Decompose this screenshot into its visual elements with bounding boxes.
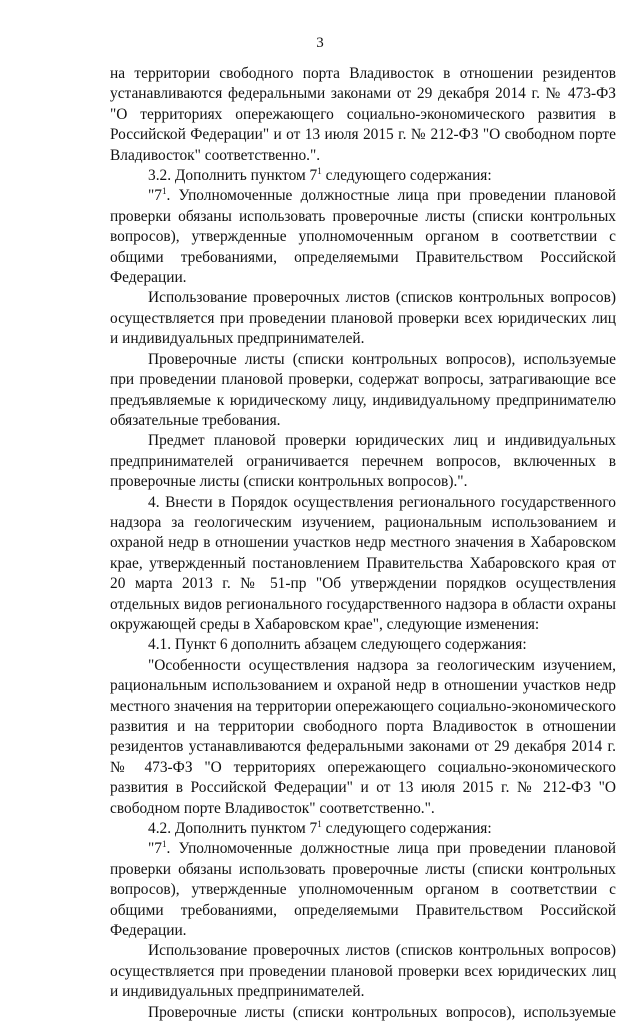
superscript: 1 bbox=[161, 186, 167, 197]
paragraph-continuation: на территории свободного порта Владивосток в отношении резидентов устанавливаются федеральными законами от 29 декабря 2014 г. № 473-ФЗ "О территориях опережающего социально-экономического развития в Российской Федерации" и от 13 июля 2015 г. № 212-ФЗ "О свободном порте Владивосток" соответственно.". bbox=[110, 65, 616, 164]
document-body bbox=[110, 64, 616, 1023]
paragraph-7-1 bbox=[110, 186, 616, 288]
paragraph: Предмет плановой проверки юридических лиц и индивидуальных предпринимателей ограничивается перечнем вопросов, включенных в проверочные листы (списки контрольных вопросов).". bbox=[110, 432, 616, 491]
paragraph-7-1-second bbox=[110, 839, 616, 941]
paragraph-text-before: "7 bbox=[148, 187, 162, 205]
paragraph-4-2 bbox=[110, 819, 616, 839]
paragraph-text-before: 3.2. Дополнить пунктом 7 bbox=[148, 167, 318, 185]
paragraph-text-after: следующего содержания: bbox=[321, 820, 492, 838]
paragraph: Использование проверочных листов (списков контрольных вопросов) осуществляется при проведении плановой проверки всех юридических лиц и индивидуальных предпринимателей. bbox=[110, 942, 616, 1001]
page-number: 3 bbox=[316, 35, 324, 51]
paragraph-text-before: 4.2. Дополнить пунктом 7 bbox=[148, 820, 318, 838]
paragraph-3-2 bbox=[110, 166, 616, 186]
superscript: 1 bbox=[317, 166, 322, 177]
paragraph-last-line: Проверочные листы (списки контрольных вопросов), используемые bbox=[148, 1003, 616, 1021]
paragraph-text-after: . Уполномоченные должностные лица при проведении плановой проверки обязаны использовать проверочные листы (списки контрольных вопросов), утвержденные уполномоченным органом в соответствии с общими требованиями, определяемыми Правительством Российской Федерации. bbox=[110, 187, 616, 287]
paragraph-4: 4. Внести в Порядок осуществления регионального государственного надзора за геологическим изучением, рациональным использованием и охраной недр в отношении участков недр местного значения в Хабаровском крае, утвержденный постановлением Правительства Хабаровского края от 20 марта 2013 г. № 51-пр "Об утверждении порядков осуществления отдельных видов регионального государственного надзора в области охраны окружающей среды в Хабаровском крае", следующие изменения: bbox=[110, 493, 616, 633]
paragraph-quote: "Особенности осуществления надзора за геологическим изучением, рациональным использованием и охраной недр в отношении участков недр местного значения на территории опережающего социально-экономического развития и на территории свободного порта Владивосток в отношении резидентов устанавливаются федеральными законами от 29 декабря 2014 г. № 473-ФЗ "О территориях опережающего социально-экономического развития в Российской Федерации" и от 13 июля 2015 г. № 212-ФЗ "О свободном порте Владивосток" соответственно.". bbox=[110, 656, 616, 817]
paragraph: Проверочные листы (списки контрольных вопросов), используемые при проведении плановой проверки, содержат вопросы, затрагивающие все предъявляемые к юридическому лицу, индивидуальному предпринимателю обязательные требования. bbox=[110, 350, 616, 429]
paragraph-text-before: "7 bbox=[148, 840, 162, 858]
paragraph: Использование проверочных листов (списков контрольных вопросов) осуществляется при проведении плановой проверки всех юридических лиц и индивидуальных предпринимателей. bbox=[110, 289, 616, 348]
paragraph-4-1: 4.1. Пункт 6 дополнить абзацем следующего содержания: bbox=[148, 636, 527, 654]
paragraph-text-after: . Уполномоченные должностные лица при проведении плановой проверки обязаны использовать проверочные листы (списки контрольных вопросов), утвержденные уполномоченным органом в соответствии с общими требованиями, определяемыми Правительством Российской Федерации. bbox=[110, 840, 616, 940]
superscript: 1 bbox=[161, 839, 167, 850]
superscript: 1 bbox=[317, 819, 322, 830]
paragraph-text-after: следующего содержания: bbox=[321, 167, 492, 185]
